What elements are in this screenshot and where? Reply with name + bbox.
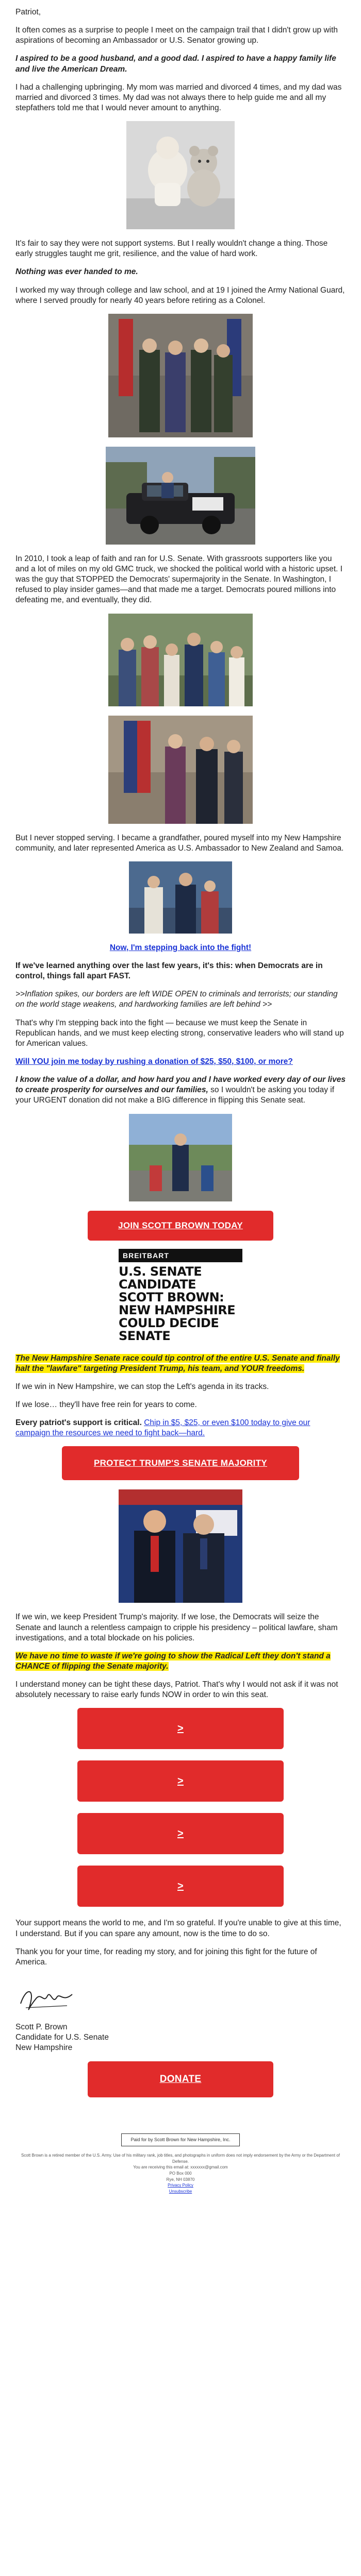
ambassador-photo bbox=[108, 716, 253, 824]
footer-city: Rye, NH 03870 bbox=[166, 2177, 195, 2182]
paragraph-13 bbox=[15, 1353, 346, 1374]
stepping-back-paragraph bbox=[15, 943, 346, 953]
paragraph-12 bbox=[15, 1075, 346, 1106]
breitbart-logo: BREITBART bbox=[119, 1249, 242, 1262]
signoff-title: Candidate for U.S. Senate bbox=[15, 2033, 109, 2042]
paid-for-box: Paid for by Scott Brown for New Hampshire, Inc. bbox=[121, 2133, 240, 2147]
paragraph-7: In 2010, I took a leap of faith and ran for U.S. Senate. With grassroots supporters like you and a lot of miles on my old GMC truck, we shocked the political world with a historic upset. I was the guy that STOPPED the Democrats' supermajority in the Senate. In Washington, I refused to play insider games—and that made me a target. Democrats poured millions into defeating me, and eventually, they did. bbox=[15, 554, 343, 605]
donate-arrow-button-1[interactable]: > bbox=[77, 1708, 284, 1749]
privacy-policy-link[interactable]: Privacy Policy bbox=[168, 2183, 193, 2188]
paragraph-16 bbox=[15, 1418, 346, 1438]
protect-majority-button[interactable]: PROTECT TRUMP'S SENATE MAJORITY bbox=[62, 1446, 299, 1480]
military-ceremony-photo bbox=[108, 314, 253, 437]
donate-ask-paragraph bbox=[15, 1057, 346, 1067]
campaign-photo bbox=[129, 861, 232, 934]
unsubscribe-link[interactable]: Unsubscribe bbox=[169, 2189, 192, 2194]
paragraph-4: It's fair to say they were not support systems. But I really wouldn't change a thing. Those early struggles taught me grit, resilience, and the value of hard work. bbox=[15, 239, 328, 259]
paragraph-15: If we lose… they'll have free rein for years to come. bbox=[15, 1400, 197, 1410]
email-body bbox=[15, 0, 346, 2205]
donate-button[interactable]: DONATE bbox=[88, 2061, 273, 2097]
signoff-state: New Hampshire bbox=[15, 2043, 73, 2053]
rally-photo bbox=[129, 1114, 232, 1201]
childhood-photo bbox=[126, 121, 235, 229]
paragraph-8: But I never stopped serving. I became a grandfather, poured myself into my New Hampshire community, and later represented America as U.S. Ambassador to New Zealand and Samoa. bbox=[15, 833, 344, 853]
breitbart-headline-card[interactable] bbox=[119, 1249, 242, 1343]
paragraph-13-highlight: The New Hampshire Senate race could tip control of the entire U.S. Senate and finally halt the "lawfare" targeting President Trump, his team, and YOUR freedoms. bbox=[15, 1353, 340, 1373]
paragraph-12-rest: so I wouldn't be asking you today if your URGENT donation did not make a BIG difference in flipping this Senate seat. bbox=[15, 1086, 335, 1105]
paragraph-2: I aspired to be a good husband, and a good dad. I aspired to have a happy family life and live the American Dream. bbox=[15, 54, 336, 74]
paragraph-10: >>Inflation spikes, our borders are left WIDE OPEN to criminals and terrorists; our standing on the world stage weakens, and hardworking families are left behind >> bbox=[15, 990, 338, 1009]
paragraph-21: Thank you for your time, for reading my story, and for joining this fight for the future of America. bbox=[15, 1947, 317, 1967]
paragraph-20: Your support means the world to me, and I'm so grateful. If you're unable to give at this time, I understand. But if you can spare any amount, now is the time to do so. bbox=[15, 1919, 341, 1938]
paragraph-17: If we win, we keep President Trump's majority. If we lose, the Democrats will seize the Senate and launch a relentless campaign to cripple his presidency – political lawfare, sham investigations, and a total blockade on his policies. bbox=[15, 1613, 338, 1642]
paragraph-18 bbox=[15, 1651, 346, 1672]
donate-arrow-button-4[interactable]: > bbox=[77, 1866, 284, 1907]
paragraph-14: If we win in New Hampshire, we can stop the Left's agenda in its tracks. bbox=[15, 1382, 269, 1391]
signature bbox=[15, 1983, 346, 2017]
chip-in-link[interactable]: Chip in $5, $25, or even $100 today to give our campaign the resources we need to fight back—hard. bbox=[15, 1418, 310, 1438]
paragraph-12-bold: I know the value of a dollar, and how hard you and I have worked every day of our lives to create prosperity for ourselves and our families, bbox=[15, 1075, 346, 1095]
paragraph-11: That's why I'm stepping back into the fight — because we must keep the Senate in Republican hands, and we must keep electing strong, conservative leaders who will stand up for American values. bbox=[15, 1018, 344, 1048]
paragraph-3: I had a challenging upbringing. My mom was married and divorced 4 times, and my dad was married and divorced 3 times. My dad was not always there to help guide me and all my stepfathers told me that I would never amount to anything. bbox=[15, 82, 342, 112]
paragraph-5: Nothing was ever handed to me. bbox=[15, 267, 138, 277]
paragraph-18-highlight: We have no time to waste if we're going to show the Radical Left they don't stand a CHANCE of flipping the Senate majority. bbox=[15, 1651, 331, 1671]
trump-photo bbox=[119, 1489, 242, 1603]
footer-recipient: You are receiving this email at: xxxxxxx@gmail.com bbox=[133, 2165, 228, 2170]
signoff bbox=[15, 2022, 346, 2053]
greeting: Patriot, bbox=[15, 8, 41, 16]
donate-arrow-button-2[interactable]: > bbox=[77, 1760, 284, 1802]
paragraph-16-bold: Every patriot's support is critical. bbox=[15, 1418, 142, 1428]
family-photo bbox=[108, 614, 253, 706]
footer bbox=[15, 2153, 346, 2205]
paragraph-9: If we've learned anything over the last few years, it's this: when Democrats are in control, things fall apart FAST. bbox=[15, 961, 323, 981]
stepping-back-link[interactable]: Now, I'm stepping back into the fight! bbox=[109, 943, 252, 952]
truck-photo bbox=[106, 447, 255, 545]
donate-arrow-button-3[interactable]: > bbox=[77, 1813, 284, 1854]
donate-ask-link[interactable]: Will YOU join me today by rushing a donation of $25, $50, $100, or more? bbox=[15, 1057, 293, 1066]
signoff-name: Scott P. Brown bbox=[15, 2023, 68, 2032]
paragraph-6: I worked my way through college and law school, and at 19 I joined the Army National Guard, where I served proudly for nearly 40 years before retiring as a Colonel. bbox=[15, 285, 345, 305]
footer-po-box: PO Box 000 bbox=[169, 2171, 192, 2176]
paragraph-19: I understand money can be tight these days, Patriot. That's why I would not ask if it was not absolutely necessary to raise early funds NOW in order to win this seat. bbox=[15, 1680, 338, 1700]
footer-disclaimer: Scott Brown is a retired member of the U.S. Army. Use of his military rank, job titles, and photographs in uniform does not imply endorsement by the Army or the Department of Defense. bbox=[21, 2153, 340, 2164]
paragraph-1: It often comes as a surprise to people I meet on the campaign trail that I didn't grow up with aspirations of becoming an Ambassador or U.S. Senator growing up. bbox=[15, 26, 338, 45]
join-scott-brown-button[interactable]: JOIN SCOTT BROWN TODAY bbox=[88, 1211, 273, 1241]
breitbart-headline: U.S. SENATE CANDIDATE SCOTT BROWN: NEW HAMPSHIRE COULD DECIDE SENATE bbox=[119, 1264, 236, 1344]
